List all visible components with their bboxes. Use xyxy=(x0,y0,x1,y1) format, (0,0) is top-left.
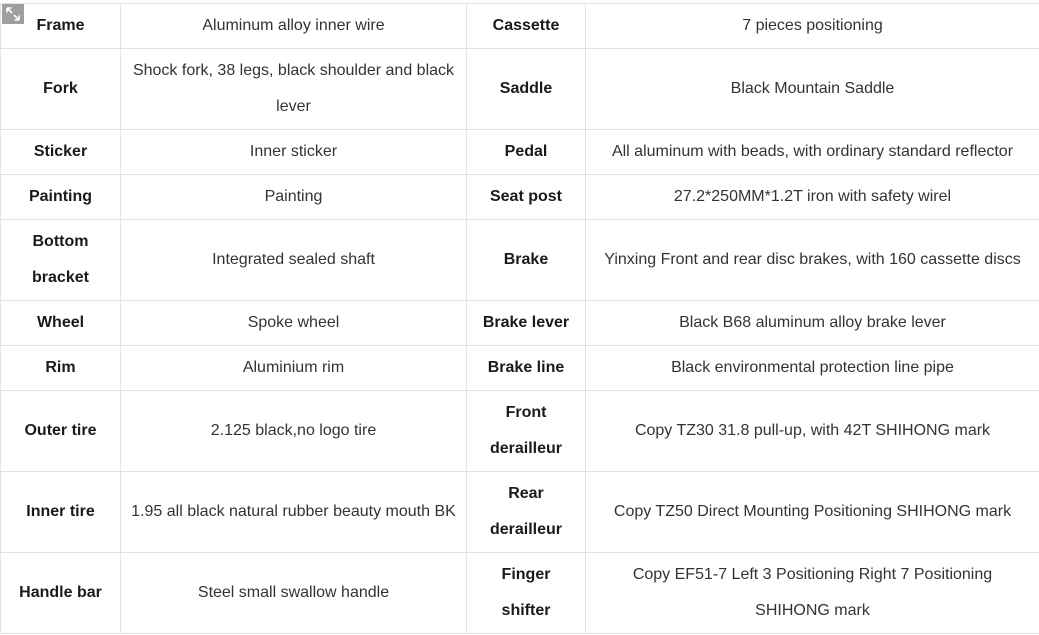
spec-label: Rim xyxy=(1,346,121,391)
spec-value: Aluminum alloy inner wire xyxy=(121,4,467,49)
spec-table xyxy=(0,3,1039,634)
spec-label: Brake line xyxy=(467,346,586,391)
table-row xyxy=(1,472,1039,553)
table-row xyxy=(1,553,1039,634)
spec-value: Black environmental protection line pipe xyxy=(586,346,1039,391)
spec-label: Pedal xyxy=(467,130,586,175)
spec-value: Aluminium rim xyxy=(121,346,467,391)
spec-label: Saddle xyxy=(467,49,586,130)
spec-label: Finger shifter xyxy=(467,553,586,634)
spec-value: 2.125 black,no logo tire xyxy=(121,391,467,472)
spec-label: Front derailleur xyxy=(467,391,586,472)
spec-label: Handle bar xyxy=(1,553,121,634)
expand-image-button[interactable] xyxy=(2,4,24,24)
spec-label: Rear derailleur xyxy=(467,472,586,553)
spec-value: All aluminum with beads, with ordinary standard reflector xyxy=(586,130,1039,175)
spec-label: Brake lever xyxy=(467,301,586,346)
table-row xyxy=(1,49,1039,130)
spec-label: Bottom bracket xyxy=(1,220,121,301)
spec-label: Painting xyxy=(1,175,121,220)
spec-value: 1.95 all black natural rubber beauty mouth BK xyxy=(121,472,467,553)
spec-label: Seat post xyxy=(467,175,586,220)
spec-value: Inner sticker xyxy=(121,130,467,175)
spec-value: Yinxing Front and rear disc brakes, with 160 cassette discs xyxy=(586,220,1039,301)
expand-icon xyxy=(5,6,21,22)
spec-label: Cassette xyxy=(467,4,586,49)
spec-label: Wheel xyxy=(1,301,121,346)
spec-value: 27.2*250MM*1.2T iron with safety wirel xyxy=(586,175,1039,220)
table-row xyxy=(1,346,1039,391)
table-row xyxy=(1,220,1039,301)
spec-value: Copy TZ30 31.8 pull-up, with 42T SHIHONG mark xyxy=(586,391,1039,472)
spec-label: Outer tire xyxy=(1,391,121,472)
table-row xyxy=(1,391,1039,472)
spec-value: Copy EF51-7 Left 3 Positioning Right 7 Positioning SHIHONG mark xyxy=(586,553,1039,634)
spec-value: Copy TZ50 Direct Mounting Positioning SHIHONG mark xyxy=(586,472,1039,553)
table-row xyxy=(1,130,1039,175)
table-row xyxy=(1,301,1039,346)
spec-value: Spoke wheel xyxy=(121,301,467,346)
spec-value: Steel small swallow handle xyxy=(121,553,467,634)
spec-value: Painting xyxy=(121,175,467,220)
spec-label: Brake xyxy=(467,220,586,301)
spec-label: Inner tire xyxy=(1,472,121,553)
spec-value: Black B68 aluminum alloy brake lever xyxy=(586,301,1039,346)
spec-value: Black Mountain Saddle xyxy=(586,49,1039,130)
spec-value: 7 pieces positioning xyxy=(586,4,1039,49)
table-row xyxy=(1,4,1039,49)
table-row xyxy=(1,175,1039,220)
spec-value: Shock fork, 38 legs, black shoulder and black lever xyxy=(121,49,467,130)
spec-label: Frame xyxy=(1,4,121,49)
spec-label: Sticker xyxy=(1,130,121,175)
spec-label: Fork xyxy=(1,49,121,130)
spec-value: Integrated sealed shaft xyxy=(121,220,467,301)
